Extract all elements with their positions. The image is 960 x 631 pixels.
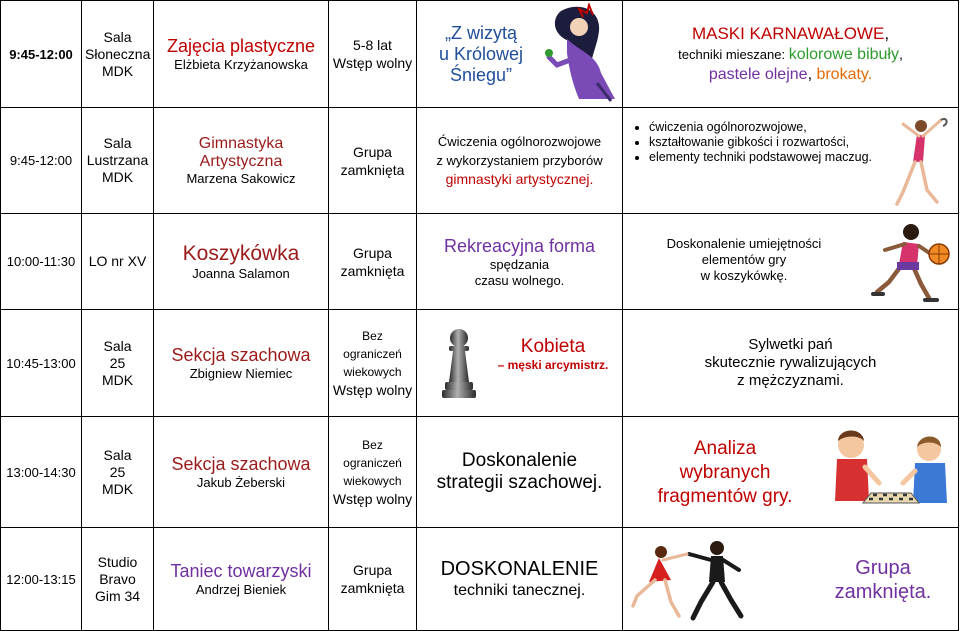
- theme-line: strategii szachowej.: [436, 472, 603, 493]
- place-line: MDK: [101, 169, 134, 185]
- bullet-item: • kształtowanie gibkości i rozwartości,: [649, 135, 877, 150]
- place-line: 25: [109, 463, 126, 480]
- bullet-list: [627, 120, 877, 165]
- theme-line: techniki tanecznej.: [453, 582, 586, 599]
- activity-title: Taniec towarzyski: [170, 561, 312, 581]
- age-range: 5-8 lat: [353, 37, 392, 53]
- group-cell: [329, 1, 417, 108]
- snow-queen-illustration: [539, 3, 619, 105]
- punctuation: ,: [884, 23, 890, 43]
- description-line: z mężczyznami.: [737, 372, 844, 389]
- instructor-name: Zbigniew Niemiec: [189, 366, 293, 381]
- place-cell: [82, 310, 154, 417]
- place-line: Sala: [103, 28, 132, 45]
- activity-cell: [154, 528, 329, 631]
- description-line: elementów gry: [701, 252, 787, 267]
- place-cell: [82, 214, 154, 310]
- description-line: fragmentów gry.: [657, 486, 793, 507]
- activity-title: Zajęcia plastyczne: [166, 36, 316, 56]
- description-cell: [623, 1, 959, 108]
- place-line: Słoneczna: [85, 45, 151, 62]
- time-cell: 10:45-13:00: [1, 310, 82, 417]
- activity-title: Koszykówka: [182, 242, 300, 265]
- theme-line: Śniegu”: [449, 65, 513, 85]
- theme-line: DOSKONALENIE: [440, 558, 599, 580]
- theme-cell: [417, 528, 623, 631]
- table-row: [1, 310, 959, 417]
- activity-cell: [154, 417, 329, 528]
- theme-cell: [417, 417, 623, 528]
- place-line: LO nr XV: [88, 253, 147, 269]
- activity-cell: [154, 1, 329, 108]
- group-info: wiekowych: [343, 474, 402, 488]
- table-row: [1, 1, 959, 108]
- chess-pawn-icon: [439, 326, 479, 402]
- place-cell: [82, 417, 154, 528]
- group-status: zamknięta: [340, 161, 405, 178]
- theme-line: Doskonalenie: [461, 450, 578, 471]
- table-row: [1, 108, 959, 214]
- entry-info: Wstęp wolny: [332, 55, 413, 71]
- time-cell: 13:00-14:30: [1, 417, 82, 528]
- description-line: Doskonalenie umiejętności: [666, 236, 822, 251]
- description-highlight: brokaty.: [816, 65, 873, 83]
- place-cell: [82, 108, 154, 214]
- description-line: skutecznie rywalizujących: [704, 354, 877, 371]
- instructor-name: Marzena Sakowicz: [186, 171, 296, 186]
- activity-cell: [154, 214, 329, 310]
- group-cell: [329, 214, 417, 310]
- place-line: Studio: [97, 553, 138, 570]
- children-playing-chess-illustration: [829, 423, 951, 519]
- theme-cell: [417, 214, 623, 310]
- group-cell: [329, 528, 417, 631]
- punctuation: ,: [898, 45, 903, 62]
- theme-line: Rekreacyjna forma: [443, 235, 596, 256]
- description-cell: [623, 214, 959, 310]
- place-line: Sala: [103, 446, 132, 463]
- theme-line: Ćwiczenia ogólnorozwojowe: [437, 134, 602, 149]
- description-cell: [623, 108, 959, 214]
- place-line: MDK: [101, 480, 134, 497]
- time-cell: 9:45-12:00: [1, 1, 82, 108]
- place-line: MDK: [101, 62, 134, 79]
- group-status: zamknięta: [340, 580, 405, 596]
- description-line: Analiza: [693, 438, 757, 459]
- place-line: Bravo: [99, 570, 136, 587]
- instructor-name: Elżbieta Krzyżanowska: [174, 57, 308, 72]
- place-line: Sala: [103, 337, 132, 354]
- activity-title: Gimnastyka Artystyczna: [198, 135, 284, 170]
- place-line: 25: [109, 354, 126, 371]
- group-cell: [329, 417, 417, 528]
- theme-line: czasu wolnego.: [474, 272, 565, 288]
- theme-line: Kobieta: [520, 336, 586, 357]
- description-line: w koszykówkę.: [700, 268, 788, 283]
- activity-cell: [154, 108, 329, 214]
- theme-line: gimnastyki artystycznej.: [445, 171, 594, 187]
- description-line: [626, 65, 955, 85]
- description-highlight: pastele olejne: [708, 65, 808, 83]
- description-text: techniki mieszane:: [678, 46, 789, 62]
- basketball-player-illustration: [867, 220, 953, 304]
- theme-cell: [417, 1, 623, 108]
- table-row: [1, 528, 959, 631]
- description-cell: [623, 310, 959, 417]
- activity-title: Sekcja szachowa: [171, 345, 311, 365]
- activity-title: Sekcja szachowa: [171, 454, 311, 474]
- description-highlight: kolorowe bibuły: [788, 45, 899, 63]
- theme-cell: [417, 310, 623, 417]
- bullet-item: • elementy techniki podstawowej maczug.: [649, 150, 877, 165]
- theme-line: – męski arcymistrz.: [497, 358, 609, 372]
- place-line: Sala: [103, 135, 132, 151]
- group-status: Grupa: [353, 244, 392, 261]
- description-headline: MASKI KARNAWAŁOWE: [691, 23, 885, 43]
- theme-line: spędzania: [489, 256, 550, 272]
- group-info: Bez ograniczeń: [343, 438, 402, 470]
- time-cell: 10:00-11:30: [1, 214, 82, 310]
- theme-cell: [417, 108, 623, 214]
- instructor-name: Jakub Żeberski: [196, 475, 286, 490]
- description-line: zamknięta.: [834, 581, 932, 603]
- table-row: [1, 417, 959, 528]
- group-status: Grupa: [353, 562, 392, 578]
- group-info: Bez ograniczeń: [343, 329, 402, 361]
- bullet-item: • ćwiczenia ogólnorozwojowe,: [649, 120, 877, 135]
- dancing-couple-illustration: [631, 536, 759, 622]
- time-cell: 12:00-13:15: [1, 528, 82, 631]
- description-line: Grupa: [855, 557, 911, 579]
- theme-line: u Królowej: [438, 44, 524, 64]
- place-line: Gim 34: [94, 587, 141, 604]
- group-info: wiekowych: [343, 365, 402, 379]
- description-line: [626, 44, 955, 65]
- gymnast-illustration: [873, 114, 951, 208]
- description-line: [626, 24, 955, 44]
- description-line: Sylwetki pań: [748, 336, 833, 353]
- activity-cell: [154, 310, 329, 417]
- instructor-name: Andrzej Bieniek: [195, 582, 287, 597]
- table-row: [1, 214, 959, 310]
- theme-line: „Z wizytą: [445, 23, 517, 43]
- entry-info: Wstęp wolny: [332, 491, 413, 507]
- time-cell: 9:45-12:00: [1, 108, 82, 214]
- place-line: MDK: [101, 371, 134, 388]
- group-cell: [329, 108, 417, 214]
- theme-line: z wykorzystaniem przyborów: [436, 153, 603, 168]
- description-line: wybranych: [679, 462, 771, 483]
- punctuation: ,: [807, 65, 817, 83]
- group-status: Grupa: [353, 143, 392, 160]
- group-status: zamknięta: [340, 262, 405, 279]
- instructor-name: Joanna Salamon: [192, 266, 290, 281]
- place-cell: [82, 528, 154, 631]
- entry-info: Wstęp wolny: [332, 382, 413, 398]
- description-cell: [623, 417, 959, 528]
- description-cell: [623, 528, 959, 631]
- group-cell: [329, 310, 417, 417]
- place-line: Lustrzana: [86, 152, 149, 168]
- place-cell: [82, 1, 154, 108]
